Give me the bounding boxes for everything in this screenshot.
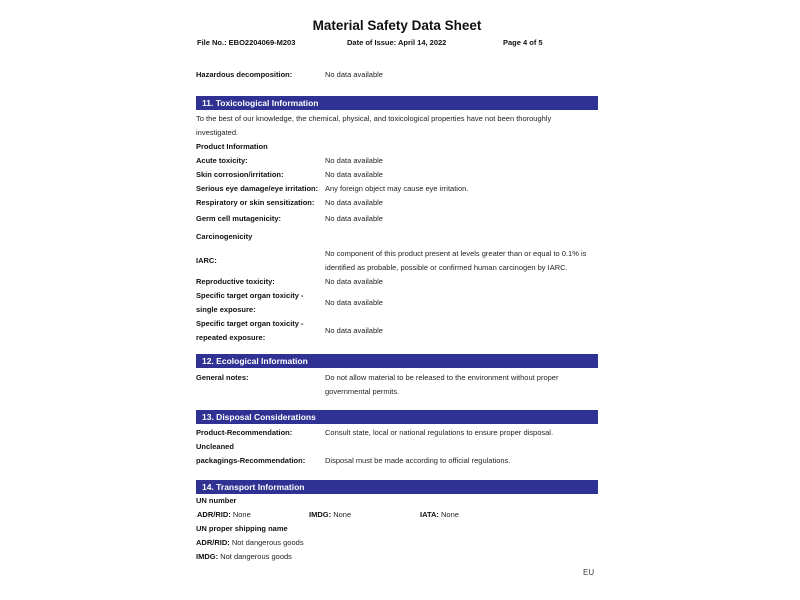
field-label: IMDG: <box>196 552 219 561</box>
field-label: Hazardous decomposition: <box>196 70 293 79</box>
field-value: No data available <box>325 198 383 207</box>
field-label-line-2: single exposure: <box>196 305 256 314</box>
transport-pair-imdg <box>309 508 351 522</box>
field-label: Serious eye damage/eye irritation: <box>196 184 319 193</box>
field-row-hazardous-decomposition <box>196 68 598 82</box>
field-value: Do not allow material to be released to the environment without proper governmental permits. <box>325 373 559 396</box>
field-value: No data available <box>325 214 383 223</box>
section-intro-paragraph: To the best of our knowledge, the chemical, physical, and toxicological properties have not been thoroughly investigated. <box>196 114 552 137</box>
field-value: No component of this product present at levels greater than or equal to 0.1% is identified as probable, possible or confirmed human carcinogen by IARC. <box>325 249 587 272</box>
field-value: No data available <box>325 156 383 165</box>
field-value: None <box>232 510 251 519</box>
msds-document-page <box>196 16 598 564</box>
subheading-product-information: Product Information <box>196 142 268 151</box>
transport-pair-iata <box>420 508 459 522</box>
field-value: Disposal must be made according to official regulations. <box>325 456 511 465</box>
field-label: IATA: <box>420 510 439 519</box>
subheading-un-number: UN number <box>196 496 237 505</box>
field-label-line-1: Uncleaned <box>196 442 234 451</box>
transport-un-number-row <box>196 508 598 522</box>
field-label: ADR/RID: <box>196 538 230 547</box>
field-value: None <box>440 510 459 519</box>
shipping-row-imdg <box>196 550 598 564</box>
footer-region-label: EU <box>583 568 595 577</box>
field-label <box>196 317 325 345</box>
field-row-eye-damage <box>196 182 598 196</box>
field-label: IMDG: <box>309 510 332 519</box>
field-label <box>196 440 325 468</box>
field-label: Respiratory or skin sensitization: <box>196 198 315 207</box>
field-value: Consult state, local or national regulations to ensure proper disposal. <box>325 428 554 437</box>
field-row-product-recommendation <box>196 426 598 440</box>
section-header-toxicological-information: 11. Toxicological Information <box>196 96 598 110</box>
field-value: Not dangerous goods <box>220 552 292 561</box>
field-label-line-1: Specific target organ toxicity - <box>196 291 304 300</box>
field-label: Product-Recommendation: <box>196 428 293 437</box>
field-row-iarc <box>196 247 598 275</box>
section-header-ecological-information: 12. Ecological Information <box>196 354 598 368</box>
date-of-issue: Date of Issue: April 14, 2022 <box>347 38 447 47</box>
page-title: Material Safety Data Sheet <box>312 18 482 33</box>
field-label-line-1: Specific target organ toxicity - <box>196 319 304 328</box>
field-row-reproductive-toxicity <box>196 275 598 289</box>
field-row-general-notes <box>196 371 598 399</box>
field-value: No data available <box>325 170 383 179</box>
field-label: IARC: <box>196 256 217 265</box>
field-row-acute-toxicity <box>196 154 598 168</box>
subheading-carcinogenicity: Carcinogenicity <box>196 232 253 241</box>
field-value: Any foreign object may cause eye irritation. <box>325 184 469 193</box>
field-label: Skin corrosion/irritation: <box>196 170 284 179</box>
file-number: File No.: EBO2204069-M203 <box>197 38 296 47</box>
field-label: Acute toxicity: <box>196 156 248 165</box>
field-row-uncleaned-packagings <box>196 440 598 468</box>
field-row-stot-repeated-exposure <box>196 317 598 345</box>
field-label: ADR/RID: <box>197 510 231 519</box>
field-label: Reproductive toxicity: <box>196 277 275 286</box>
field-label <box>196 289 325 317</box>
field-row-skin-corrosion <box>196 168 598 182</box>
field-value: No data available <box>325 70 383 79</box>
field-value: No data available <box>325 298 383 307</box>
field-label-line-2: packagings-Recommendation: <box>196 456 306 465</box>
field-label: Germ cell mutagenicity: <box>196 214 282 223</box>
subheading-un-proper-shipping-name: UN proper shipping name <box>196 524 288 533</box>
field-value: No data available <box>325 277 383 286</box>
field-value: Not dangerous goods <box>231 538 304 547</box>
transport-pair-adr-rid <box>197 508 251 522</box>
section-header-transport-information: 14. Transport Information <box>196 480 598 494</box>
field-label-line-2: repeated exposure: <box>196 333 266 342</box>
shipping-row-adr-rid <box>196 536 598 550</box>
field-row-respiratory-sensitization <box>196 196 598 210</box>
field-row-germ-cell-mutagenicity <box>196 212 598 226</box>
section-header-disposal-considerations: 13. Disposal Considerations <box>196 410 598 424</box>
field-value: None <box>333 510 352 519</box>
field-value: No data available <box>325 326 383 335</box>
field-label: General notes: <box>196 373 249 382</box>
page-indicator: Page 4 of 5 <box>503 38 543 47</box>
field-row-stot-single-exposure <box>196 289 598 317</box>
header-meta-row <box>196 36 598 50</box>
